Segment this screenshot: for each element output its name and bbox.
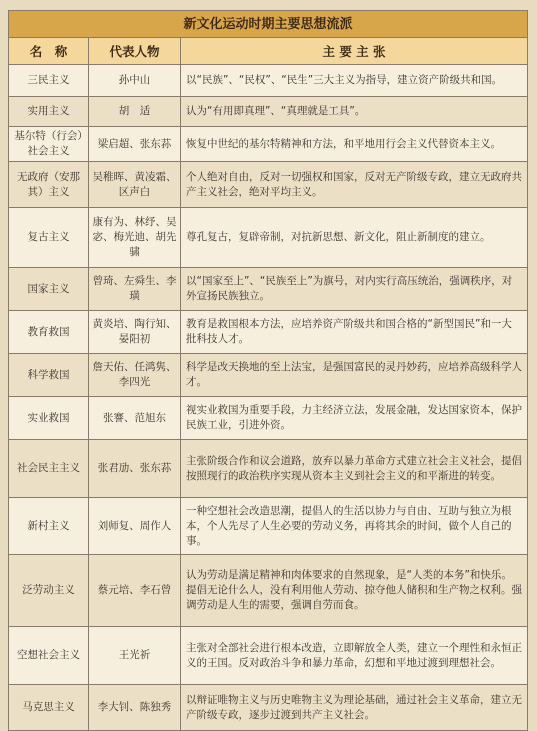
doctrine-table-page <box>8 10 528 721</box>
main-claims: 认为“有用即真理”、“真理就是工具”。 <box>181 97 528 127</box>
main-claims: 一种空想社会改造思潮，提倡人的生活以协力与自由、互助与独立为根本，个人先尽了人生必要的劳动义务，再将其余的时间，做个人自己的事。 <box>181 498 528 555</box>
main-claims: 恢复中世纪的基尔特精神和方法，和平地用行会主义代替资本主义。 <box>181 127 528 162</box>
school-name: 新村主义 <box>9 498 89 555</box>
school-name: 实业救国 <box>9 397 89 440</box>
table-row <box>9 397 528 440</box>
school-name: 复古主义 <box>9 208 89 268</box>
main-claims: 视实业救国为重要手段，力主经济立法，发展金融，发达国家资本，保护民族工业，引进外资。 <box>181 397 528 440</box>
table-row <box>9 162 528 208</box>
representatives: 孙中山 <box>89 65 181 97</box>
table-row <box>9 498 528 555</box>
table-row <box>9 311 528 354</box>
main-claims: 尊孔复古，复辟帝制，对抗新思想、新文化，阻止新制度的建立。 <box>181 208 528 268</box>
representatives: 刘师复、周作人 <box>89 498 181 555</box>
school-name: 基尔特（行会）社会主义 <box>9 127 89 162</box>
doctrine-table <box>8 10 528 731</box>
main-claims: 以“国家至上”、“民族至上”为旗号，对内实行高压统治，强调秩序，对外宣扬民族独立。 <box>181 268 528 311</box>
representatives: 胡 适 <box>89 97 181 127</box>
table-row <box>9 627 528 685</box>
main-claims: 以辩证唯物主义与历史唯物主义为理论基础，通过社会主义革命，建立无产阶级专政，逐步过渡到共产主义社会。 <box>181 685 528 731</box>
main-claims: 以“民族”、“民权”、“民生”三大主义为指导，建立资产阶级共和国。 <box>181 65 528 97</box>
table-row <box>9 555 528 627</box>
table-row <box>9 440 528 498</box>
school-name: 无政府（安那其）主义 <box>9 162 89 208</box>
representatives: 詹天佑、任鸿隽、李四光 <box>89 354 181 397</box>
main-claims: 科学是改天换地的至上法宝，是强国富民的灵丹妙药，应培养高级科学人才。 <box>181 354 528 397</box>
school-name: 科学救国 <box>9 354 89 397</box>
representatives: 蔡元培、李石曾 <box>89 555 181 627</box>
school-name: 国家主义 <box>9 268 89 311</box>
main-claims: 个人绝对自由，反对一切强权和国家，反对无产阶级专政，建立无政府共产主义社会，绝对平均主义。 <box>181 162 528 208</box>
table-row <box>9 208 528 268</box>
representatives: 吴稚晖、黄凌霜、区声白 <box>89 162 181 208</box>
school-name: 三民主义 <box>9 65 89 97</box>
table-row <box>9 65 528 97</box>
table-row <box>9 127 528 162</box>
main-claims: 主张对全部社会进行根本改造，立即解放全人类，建立一个理性和永恒正义的王国。反对政治斗争和暴力革命，幻想和平地过渡到理想社会。 <box>181 627 528 685</box>
school-name: 泛劳动主义 <box>9 555 89 627</box>
representatives: 黄炎培、陶行知、晏阳初 <box>89 311 181 354</box>
representatives: 梁启超、张东荪 <box>89 127 181 162</box>
column-header-name: 名 称 <box>9 38 89 65</box>
column-header-claims: 主 要 主 张 <box>181 38 528 65</box>
representatives: 李大钊、陈独秀 <box>89 685 181 731</box>
representatives: 康有为、林纾、吴宓、梅光迪、胡先骕 <box>89 208 181 268</box>
representatives: 张謇、范旭东 <box>89 397 181 440</box>
table-row <box>9 97 528 127</box>
representatives: 曾琦、左舜生、李璜 <box>89 268 181 311</box>
main-claims: 主张阶级合作和议会道路，放弃以暴力革命方式建立社会主义社会，提倡按照现行的政治秩序实现从资本主义到社会主义的和平渐进的转变。 <box>181 440 528 498</box>
school-name: 空想社会主义 <box>9 627 89 685</box>
school-name: 实用主义 <box>9 97 89 127</box>
representatives: 王光祈 <box>89 627 181 685</box>
table-title: 新文化运动时期主要思想流派 <box>9 11 528 38</box>
school-name: 社会民主主义 <box>9 440 89 498</box>
main-claims: 教育是救国根本方法，应培养资产阶级共和国合格的“新型国民”和一大批科技人才。 <box>181 311 528 354</box>
main-claims: 认为劳动是满足精神和肉体要求的自然现象，是“人类的本务”和快乐。提倡无论什么人，没有利用他人劳动、掠夺他人储积和生产物之权利。强调劳动是人生的需要，强调自劳而食。 <box>181 555 528 627</box>
table-row <box>9 354 528 397</box>
school-name: 马克思主义 <box>9 685 89 731</box>
school-name: 教育救国 <box>9 311 89 354</box>
representatives: 张君劢、张东荪 <box>89 440 181 498</box>
table-row <box>9 268 528 311</box>
column-header-representatives: 代表人物 <box>89 38 181 65</box>
table-row <box>9 685 528 731</box>
